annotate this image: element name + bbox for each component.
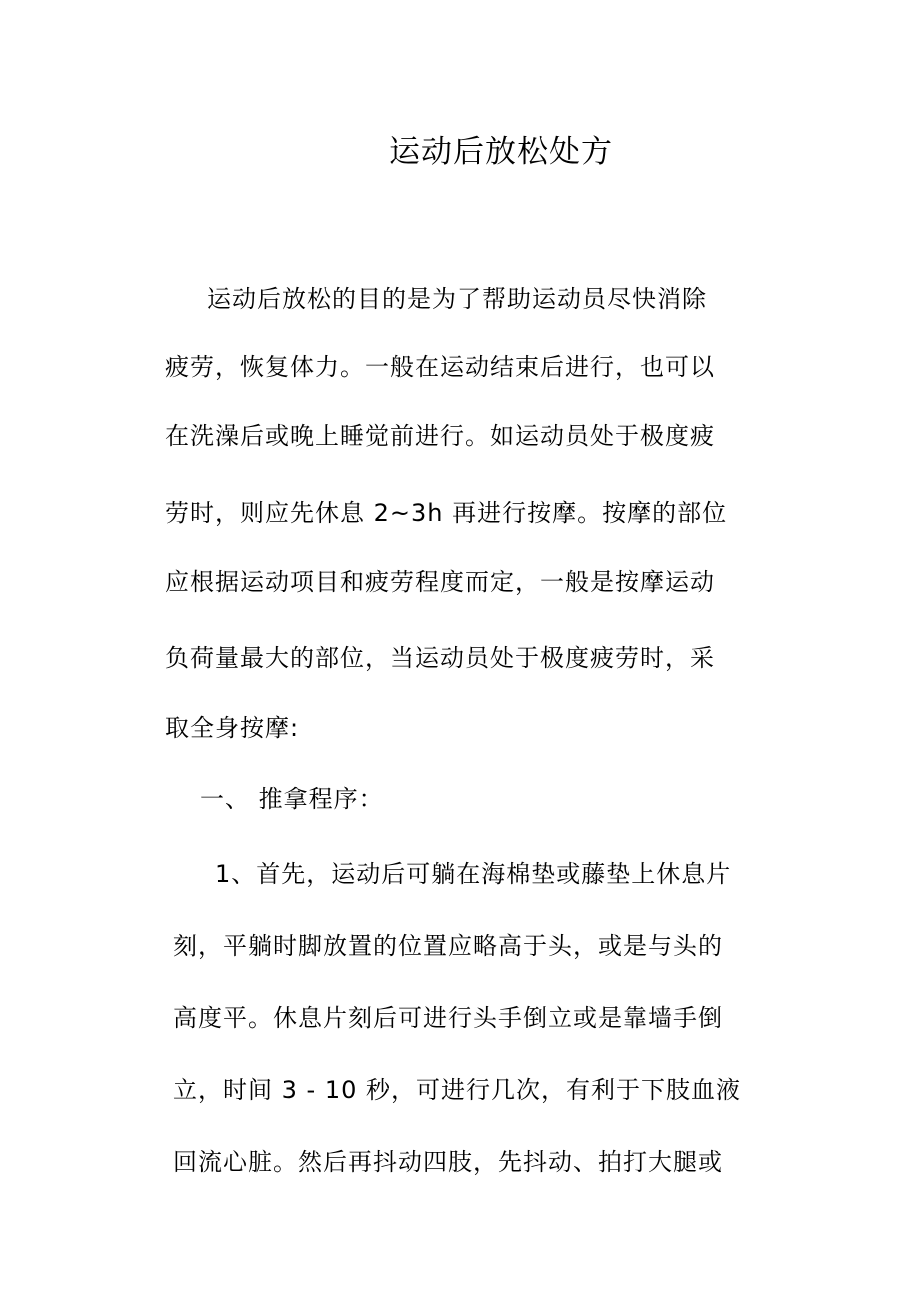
- text-line-13: 回流心脏。然后再抖动四肢，先抖动、拍打大腿或: [173, 1148, 723, 1176]
- document-title: 运动后放松处方: [389, 134, 613, 170]
- text-line-1: 运动后放松的目的是为了帮助运动员尽快消除: [207, 285, 707, 313]
- text-line-6: 负荷量最大的部位，当运动员处于极度疲劳时，采: [165, 644, 715, 672]
- text-line-12: 立，时间 3 - 10 秒，可进行几次，有利于下肢血液: [173, 1076, 741, 1104]
- text-line-9: 1、首先，运动后可躺在海棉垫或藤垫上休息片: [215, 860, 732, 888]
- text-line-5: 应根据运动项目和疲劳程度而定，一般是按摩运动: [165, 568, 715, 596]
- text-line-2: 疲劳，恢复体力。一般在运动结束后进行，也可以: [165, 353, 715, 381]
- section-heading: 一、 推拿程序：: [200, 785, 384, 813]
- text-line-11: 高度平。休息片刻后可进行头手倒立或是靠墙手倒: [173, 1004, 723, 1032]
- text-line-3: 在洗澡后或晚上睡觉前进行。如运动员处于极度疲: [165, 422, 715, 450]
- text-line-7: 取全身按摩:: [165, 714, 300, 742]
- text-line-10: 刻，平躺时脚放置的位置应略高于头，或是与头的: [173, 932, 723, 960]
- text-line-4: 劳时，则应先休息 2~3h 再进行按摩。按摩的部位: [165, 499, 728, 527]
